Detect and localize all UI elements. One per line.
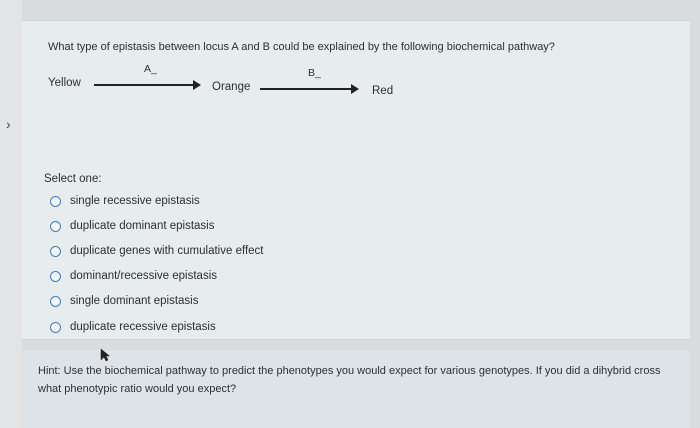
hint-text: Hint: Use the biochemical pathway to predict the phenotypes you would expect for various genotypes. If you did a dihybrid cross what phenotypic ratio would you expect? [38, 365, 661, 395]
radio-button-icon[interactable] [50, 296, 61, 307]
gene-b-label: B_ [308, 67, 321, 79]
option-label: single dominant epistasis [70, 295, 199, 307]
gene-a-label: A_ [144, 63, 157, 75]
option-single-dominant[interactable] [50, 291, 199, 311]
left-edge [0, 0, 22, 428]
question-panel [22, 20, 690, 340]
question-text: What type of epistasis between locus A and B could be explained by the following biochemical pathway? [48, 41, 555, 53]
pigment-yellow: Yellow [48, 77, 81, 89]
option-label: single recessive epistasis [70, 195, 200, 207]
option-label: dominant/recessive epistasis [70, 270, 218, 282]
radio-button-icon[interactable] [50, 221, 61, 232]
option-duplicate-dominant[interactable] [50, 216, 214, 236]
select-one-label: Select one: [44, 173, 102, 185]
option-label: duplicate dominant epistasis [70, 220, 215, 232]
option-duplicate-cumulative[interactable] [50, 241, 263, 261]
radio-button-icon[interactable] [50, 271, 61, 282]
arrow-b-icon [260, 88, 352, 90]
mouse-cursor-icon [100, 348, 110, 362]
pigment-orange: Orange [212, 81, 251, 93]
radio-button-icon[interactable] [50, 196, 61, 207]
pigment-red: Red [372, 85, 394, 97]
option-label: duplicate recessive epistasis [70, 321, 216, 333]
arrow-a-icon [94, 84, 194, 86]
radio-button-icon[interactable] [50, 246, 61, 257]
option-duplicate-recessive[interactable] [50, 317, 216, 337]
option-single-recessive[interactable] [50, 191, 200, 211]
option-dominant-recessive[interactable] [50, 266, 217, 286]
edge-mark-icon: › [6, 116, 11, 132]
hint-panel [22, 350, 690, 428]
option-label: duplicate genes with cumulative effect [70, 245, 264, 257]
radio-button-icon[interactable] [50, 322, 61, 333]
